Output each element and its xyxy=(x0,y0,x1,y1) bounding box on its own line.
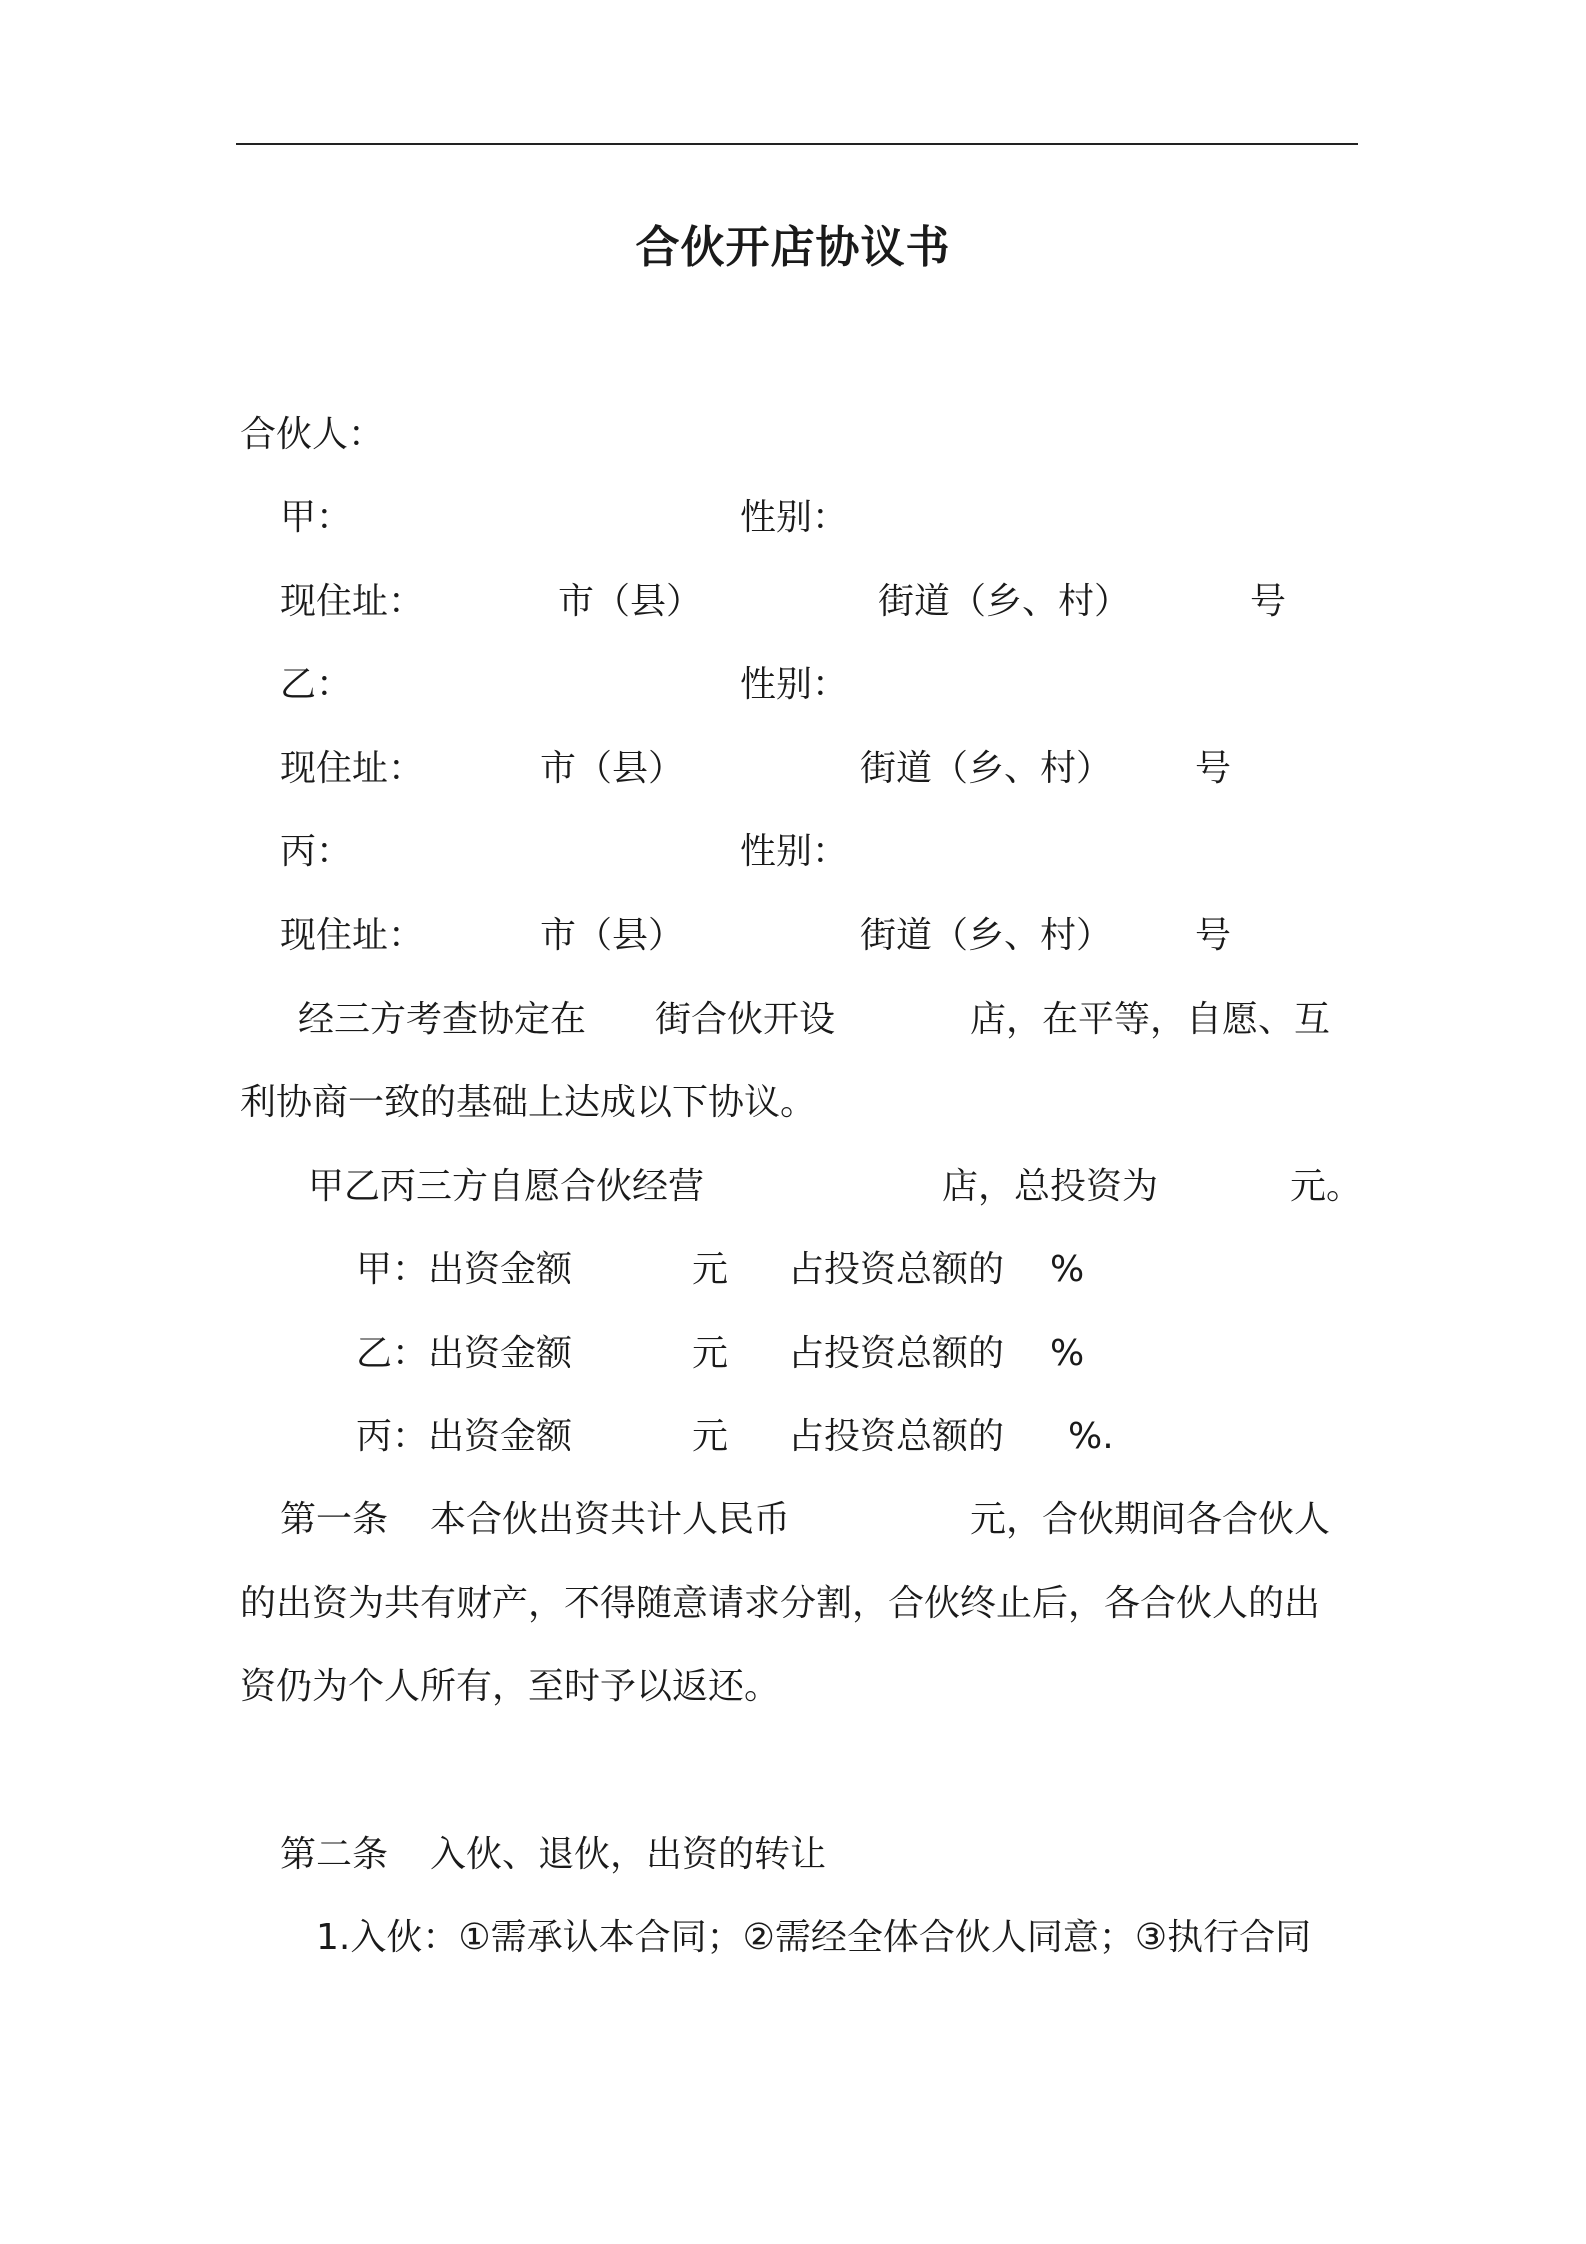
partners-label: 合伙人： xyxy=(240,414,385,455)
document-title: 合伙开店协议书 xyxy=(635,222,951,273)
contribution-a-pct: % xyxy=(1050,1249,1085,1290)
address-a-street: 街道（乡、村） xyxy=(878,581,1131,622)
investment-part1: 甲乙丙三方自愿合伙经营 xyxy=(308,1166,705,1207)
party-c-label: 丙： xyxy=(280,831,353,872)
article1-part2: 元，合伙期间各合伙人 xyxy=(970,1499,1331,1540)
address-b-city: 市（县） xyxy=(540,748,685,789)
article1-part1: 本合伙出资共计人民币 xyxy=(430,1499,791,1540)
contribution-a-share: 占投资总额的 xyxy=(788,1249,1005,1290)
intro-part3: 店，在平等，自愿、互 xyxy=(970,999,1331,1040)
party-a-gender-label: 性别： xyxy=(740,497,849,538)
address-c-street: 街道（乡、村） xyxy=(860,915,1113,956)
contribution-a-label: 甲：出资金额 xyxy=(356,1249,573,1290)
contribution-c-pct: %. xyxy=(1068,1416,1114,1457)
address-b-label: 现住址： xyxy=(280,748,425,789)
address-c-label: 现住址： xyxy=(280,915,425,956)
article1-line2: 的出资为共有财产，不得随意请求分割，合伙终止后，各合伙人的出 xyxy=(240,1583,1321,1624)
contribution-b-label: 乙：出资金额 xyxy=(356,1333,573,1374)
contribution-c-share: 占投资总额的 xyxy=(788,1416,1005,1457)
investment-part3: 元。 xyxy=(1290,1166,1363,1207)
address-c-number: 号 xyxy=(1195,915,1232,956)
contribution-c-unit: 元 xyxy=(692,1416,729,1457)
contribution-b-pct: % xyxy=(1050,1333,1085,1374)
header-rule xyxy=(236,143,1358,145)
article2-item1: 1.入伙：①需承认本合同；②需经全体合伙人同意；③执行合同 xyxy=(316,1917,1312,1958)
address-b-number: 号 xyxy=(1195,748,1232,789)
address-a-label: 现住址： xyxy=(280,581,425,622)
contribution-c-label: 丙：出资金额 xyxy=(356,1416,573,1457)
article1-heading: 第一条 xyxy=(280,1499,389,1540)
investment-part2: 店，总投资为 xyxy=(942,1166,1159,1207)
intro-part1: 经三方考查协定在 xyxy=(298,999,587,1040)
intro-part2: 街合伙开设 xyxy=(655,999,836,1040)
party-a-label: 甲： xyxy=(280,497,353,538)
party-b-label: 乙： xyxy=(280,664,353,705)
intro-line2: 利协商一致的基础上达成以下协议。 xyxy=(240,1082,817,1123)
party-b-gender-label: 性别： xyxy=(740,664,849,705)
contribution-b-unit: 元 xyxy=(692,1333,729,1374)
article1-line3: 资仍为个人所有，至时予以返还。 xyxy=(240,1666,781,1707)
article2-heading: 第二条 xyxy=(280,1834,389,1875)
address-a-city: 市（县） xyxy=(558,581,703,622)
address-c-city: 市（县） xyxy=(540,915,685,956)
party-c-gender-label: 性别： xyxy=(740,831,849,872)
contribution-b-share: 占投资总额的 xyxy=(788,1333,1005,1374)
article2-text: 入伙、退伙，出资的转让 xyxy=(430,1834,827,1875)
address-a-number: 号 xyxy=(1250,581,1287,622)
contribution-a-unit: 元 xyxy=(692,1249,729,1290)
address-b-street: 街道（乡、村） xyxy=(860,748,1113,789)
